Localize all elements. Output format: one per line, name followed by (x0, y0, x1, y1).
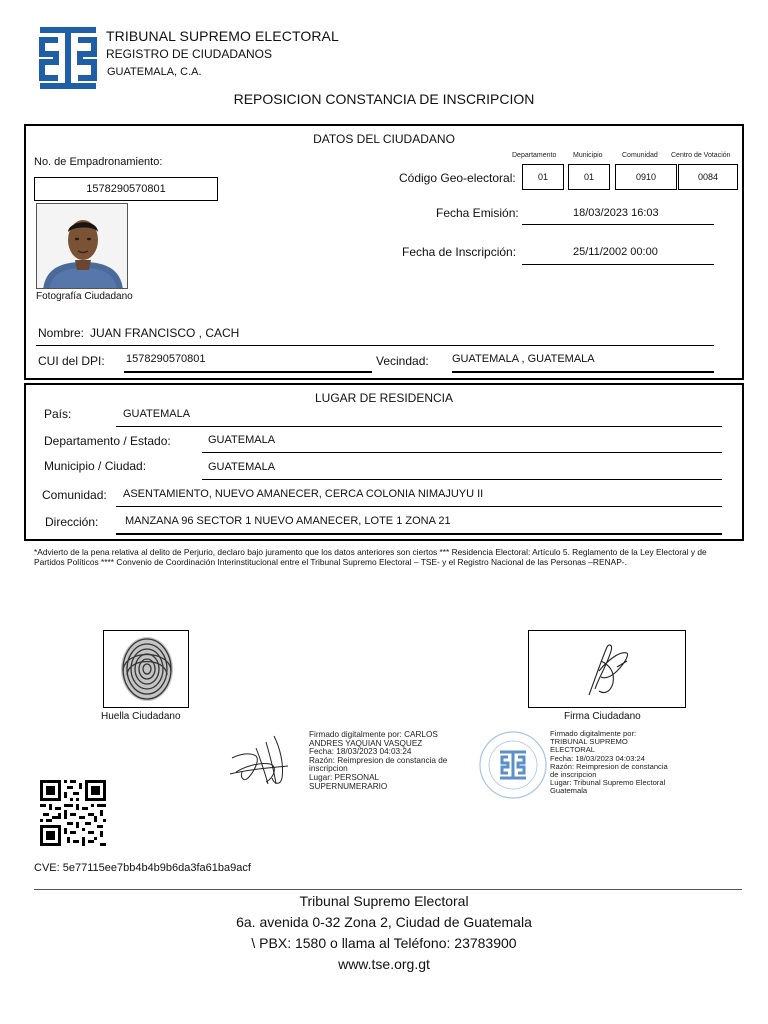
digital-signature-1-line: SUPERNUMERARIO (309, 781, 388, 791)
nombre-line (36, 345, 714, 346)
document-title: REPOSICION CONSTANCIA DE INSCRIPCION (233, 91, 535, 107)
residencia-title: LUGAR DE RESIDENCIA (314, 391, 454, 405)
cui-value: 1578290570801 (126, 353, 206, 365)
footer-line-2: 6a. avenida 0-32 Zona 2, Ciudad de Guatemala (236, 914, 532, 930)
nombre-value: JUAN FRANCISCO , CACH (90, 326, 240, 340)
digital-signature-2-line: de inscripcion (550, 770, 597, 780)
fecha-inscripcion-label: Fecha de Inscripción: (402, 245, 517, 259)
comunidad-value: ASENTAMIENTO, NUEVO AMANECER, CERCA COLONIA NIMAJUYU II (123, 488, 484, 500)
direccion-line (116, 533, 722, 535)
datos-ciudadano-section (24, 124, 744, 380)
fingerprint-caption: Huella Ciudadano (101, 711, 181, 722)
official-signature-icon (226, 728, 296, 788)
photo-caption: Fotografía Ciudadano (36, 291, 133, 302)
comunidad-line (116, 506, 722, 507)
legal-notes: *Advierto de la pena relativa al delito de Perjurio, declaro bajo juramento que los datos anteriores son ciertos *** Residencia Electoral: Artículo 5. Reglamento de la Ley Electoral y de Partidos Políticos **** Convenio de Coordinación Interinstitucional entre el Tribunal Supremo Electoral – TSE- y el Registro Nacional de las Personas –RENAP-. (34, 547, 707, 567)
digital-signature-2-line: TRIBUNAL SUPREMO (550, 737, 628, 747)
geo-header-departamento: Departamento (512, 152, 557, 159)
direccion-label: Dirección: (45, 515, 99, 529)
cve-code: CVE: 5e77115ee7bb4b4b9b6da3fa61ba9acf (34, 862, 251, 874)
tse-seal-icon (478, 730, 548, 800)
datos-ciudadano-title: DATOS DEL CIUDADANO (313, 132, 455, 146)
municipio-value: GUATEMALA (208, 461, 276, 473)
geo-header-comunidad: Comunidad (622, 152, 658, 159)
fingerprint-box (103, 630, 189, 708)
digital-signature-1-line: Fecha: 18/03/2023 04:03:24 (309, 747, 412, 757)
digital-signature-2-line: ELECTORAL (550, 745, 596, 755)
citizen-signature-caption: Firma Ciudadano (564, 711, 641, 722)
comunidad-label: Comunidad: (42, 488, 107, 502)
pais-label: País: (44, 407, 72, 421)
citizen-signature-box (528, 630, 686, 708)
digital-signature-2 (550, 730, 668, 796)
footer-line-1: Tribunal Supremo Electoral (299, 893, 469, 909)
footer-link-website[interactable]: www.tse.org.gt (338, 956, 430, 972)
geo-value-departamento: 01 (522, 164, 564, 190)
citizen-photo (36, 203, 128, 289)
fecha-inscripcion-line (522, 264, 714, 265)
fecha-inscripcion-value: 25/11/2002 00:00 (573, 246, 658, 258)
municipio-line (202, 479, 722, 480)
tse-logo-icon (36, 24, 100, 92)
empadronamiento-label: No. de Empadronamiento: (34, 156, 163, 168)
geo-header-municipio: Municipio (573, 152, 603, 159)
departamento-label: Departamento / Estado: (44, 434, 171, 448)
residencia-section (24, 383, 744, 541)
citizen-signature-icon (529, 631, 687, 709)
digital-signature-1-line: inscripcion (309, 764, 348, 774)
digital-signature-1-line: Firmado digitalmente por: CARLOS (309, 730, 438, 739)
digital-signature-2-line: Firmado digitalmente por: (550, 729, 637, 738)
footer-divider (34, 889, 742, 890)
qr-code-icon (40, 780, 106, 846)
direccion-value: MANZANA 96 SECTOR 1 NUEVO AMANECER, LOTE 1 ZONA 21 (125, 515, 451, 527)
digital-signature-2-line: Razón: Reimpresion de constancia (550, 761, 668, 771)
vecindad-value: GUATEMALA , GUATEMALA (452, 353, 595, 365)
digital-signature-2-line: Guatemala (550, 786, 588, 796)
fingerprint-icon (104, 631, 190, 709)
footer-line-3: \ PBX: 1580 o llama al Teléfono: 23783900 (251, 935, 517, 951)
geo-value-municipio: 01 (568, 164, 610, 190)
geo-electoral-label: Código Geo-electoral: (399, 171, 516, 185)
org-location: GUATEMALA, C.A. (107, 66, 202, 78)
digital-signature-1-line: Lugar: PERSONAL (309, 772, 380, 782)
org-subtitle: REGISTRO DE CIUDADANOS (106, 47, 273, 61)
municipio-label: Municipio / Ciudad: (44, 459, 147, 473)
departamento-line (202, 452, 722, 453)
digital-signature-1-line: Razón: Reimpresion de constancia de (309, 755, 448, 765)
digital-signature-1 (309, 731, 447, 791)
departamento-value: GUATEMALA (208, 434, 276, 446)
empadronamiento-value: 1578290570801 (34, 177, 218, 201)
digital-signature-2-line: Lugar: Tribunal Supremo Electoral (550, 778, 666, 788)
geo-value-comunidad: 0910 (615, 164, 677, 190)
fecha-emision-line (522, 224, 714, 225)
digital-signature-2-line: Fecha: 18/03/2023 04:03:24 (550, 753, 645, 763)
digital-signature-1-line: ANDRES YAQUIAN VASQUEZ (309, 738, 423, 748)
pais-value: GUATEMALA (123, 408, 191, 420)
geo-header-centro-votacion: Centro de Votación (671, 152, 731, 159)
fecha-emision-value: 18/03/2023 16:03 (573, 207, 659, 219)
vecindad-line (452, 371, 714, 373)
cui-line (124, 371, 372, 373)
nombre-label: Nombre: (38, 326, 85, 340)
org-name: TRIBUNAL SUPREMO ELECTORAL (106, 28, 339, 44)
geo-value-centro-votacion: 0084 (678, 164, 738, 190)
fecha-emision-label: Fecha Emisión: (436, 206, 519, 220)
pais-line (116, 426, 722, 427)
vecindad-label: Vecindad: (376, 354, 429, 368)
cui-label: CUI del DPI: (38, 354, 105, 368)
